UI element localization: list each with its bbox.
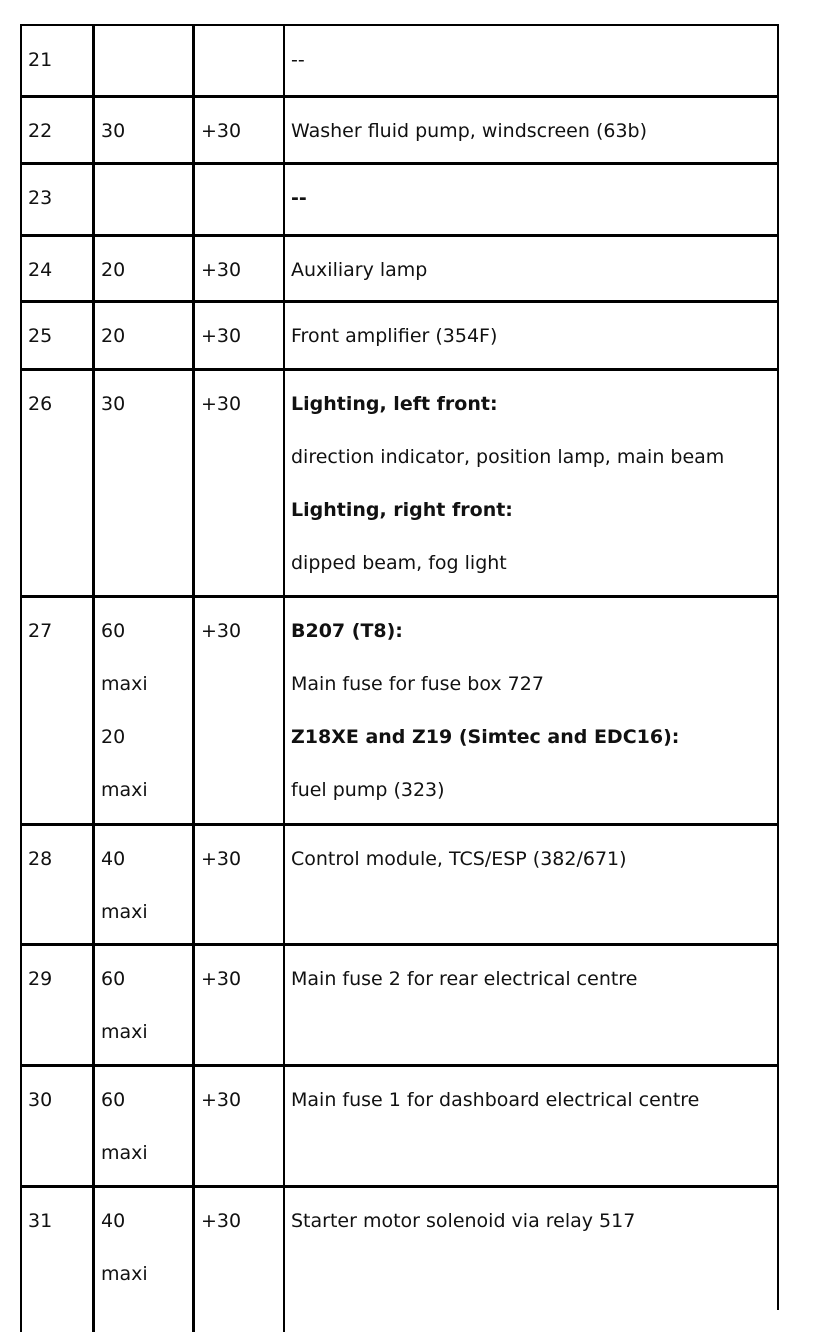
amperage-line: maxi [101,779,148,801]
fuse-number: 27 [28,620,53,642]
description-text: Main fuse 2 for rear electrical centre [291,968,638,990]
description-text: fuel pump (323) [291,779,445,801]
fuse-description [291,378,724,590]
description-heading: Z18XE and Z19 (Simtec and EDC16): [291,726,680,748]
fuse-terminal: +30 [201,393,242,415]
description-text: Starter motor solenoid via relay 517 [291,1210,636,1232]
description-text: direction indicator, position lamp, main beam [291,446,725,468]
table-row [0,1064,816,1185]
table-row [0,300,816,368]
fuse-description [291,1195,635,1248]
fuse-amperage [101,1195,148,1301]
description-text: dipped beam, fog light [291,552,507,574]
fuse-description [291,605,679,817]
fuse-number: 29 [28,968,53,990]
amperage-line: 60 [101,620,126,642]
fuse-terminal: +30 [201,1089,242,1111]
amperage-line: 40 [101,1210,126,1232]
table-row [0,943,816,1064]
fuse-terminal: +30 [201,620,242,642]
description-text: Auxiliary lamp [291,259,428,281]
fuse-number: 22 [28,120,53,142]
fuse-amperage [101,605,148,817]
fuse-description [291,1074,699,1127]
amperage-line: maxi [101,1021,148,1043]
amperage-line: 20 [101,325,126,347]
fuse-description [291,953,637,1006]
table-row [0,368,816,595]
description-heading: -- [291,187,307,209]
amperage-line: maxi [101,901,148,923]
amperage-line: 60 [101,968,126,990]
fuse-terminal: +30 [201,1210,242,1232]
fuse-amperage [101,244,125,297]
description-text: Main fuse 1 for dashboard electrical centre [291,1089,700,1111]
description-text: Control module, TCS/ESP (382/671) [291,848,627,870]
fuse-number: 24 [28,259,53,281]
fuse-terminal: +30 [201,325,242,347]
fuse-number: 26 [28,393,53,415]
amperage-line: 30 [101,120,126,142]
description-heading: Lighting, right front: [291,499,513,521]
description-text: -- [291,49,305,71]
fuse-amperage [101,833,148,939]
description-heading: Lighting, left front: [291,393,498,415]
fuse-number: 25 [28,325,53,347]
description-text: Front amplifier (354F) [291,325,498,347]
fuse-number: 31 [28,1210,53,1232]
fuse-amperage [101,378,125,431]
amperage-line: maxi [101,1142,148,1164]
fuse-number: 23 [28,187,53,209]
amperage-line: 40 [101,848,126,870]
amperage-line: 60 [101,1089,126,1111]
fuse-number: 28 [28,848,53,870]
fuse-terminal: +30 [201,848,242,870]
table-row [0,823,816,943]
table-row [0,595,816,823]
amperage-line: 30 [101,393,126,415]
fuse-description [291,310,497,363]
description-text: Washer fluid pump, windscreen (63b) [291,120,648,142]
fuse-number: 30 [28,1089,53,1111]
fuse-number: 21 [28,49,53,71]
fuse-description [291,244,427,297]
amperage-line: 20 [101,259,126,281]
fuse-description [291,34,305,87]
table-row [0,1185,816,1332]
amperage-line: maxi [101,673,148,695]
table-row [0,24,816,95]
fuse-description [291,105,647,158]
fuse-terminal: +30 [201,259,242,281]
table-row [0,162,816,234]
fuse-amperage [101,1074,148,1180]
fuse-amperage [101,105,125,158]
fuse-terminal: +30 [201,120,242,142]
fuse-terminal: +30 [201,968,242,990]
table-row [0,95,816,162]
table-row [0,234,816,300]
fuse-amperage [101,953,148,1059]
description-heading: B207 (T8): [291,620,403,642]
fuse-amperage [101,310,125,363]
description-text: Main fuse for fuse box 727 [291,673,544,695]
fuse-description [291,833,627,886]
amperage-line: maxi [101,1263,148,1285]
amperage-line: 20 [101,726,126,748]
fuse-description [291,172,307,225]
